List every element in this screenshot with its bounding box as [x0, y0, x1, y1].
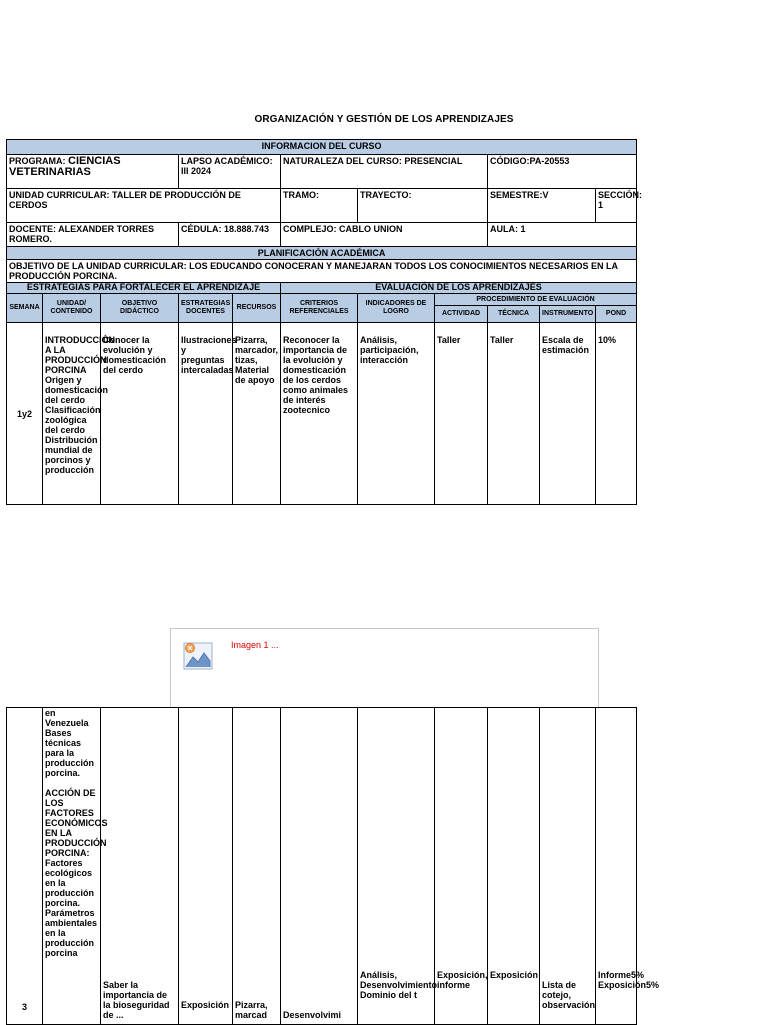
header-semana: SEMANA — [7, 294, 43, 323]
row3-pond: Informe5% Exposición5% — [596, 708, 637, 1025]
programa-value: CIENCIAS VETERINARIAS — [9, 155, 121, 178]
row3-objetivo: Saber la importancia de la bioseguridad de ... — [101, 708, 179, 1025]
row1-actividad: Taller — [435, 323, 488, 505]
planning-band: PLANIFICACIÓN ACADÉMICA — [7, 247, 637, 260]
row3-unidad: ACCIÓN DE LOS FACTORES ECONÓMICOS EN LA PRODUCCIÓN PORCINA: Factores ecológicos en la producción porcina. Parámetros ambientales en la producción porcina — [45, 788, 108, 958]
broken-image-icon — [181, 639, 215, 673]
semestre-cell: SEMESTRE:V — [488, 189, 596, 223]
row1-criterios: Reconocer la importancia de la evolución y domesticación de los cerdos como animales de interés zootecnico — [281, 323, 358, 505]
header-pond: POND — [596, 306, 637, 323]
row1-objetivo: Conocer la evolución y domesticación del cerdo — [101, 323, 179, 505]
header-indicadores: INDICADORES DE LOGRO — [358, 294, 435, 323]
row3-recursos: Pizarra, marcad — [233, 708, 281, 1025]
row3-semana: 3 — [7, 708, 43, 1025]
table-row — [7, 323, 637, 505]
row1-instrumento: Escala de estimación — [540, 323, 596, 505]
cedula-cell: CÉDULA: 18.888.743 — [179, 223, 281, 247]
row1-recursos: Pizarra, marcador, tizas, Material de apoyo — [233, 323, 281, 505]
header-instrumento: INSTRUMENTO — [540, 306, 596, 323]
estrategias-band: ESTRATEGIAS PARA FORTALECER EL APRENDIZAJE — [7, 283, 281, 294]
header-tecnica: TÉCNICA — [488, 306, 540, 323]
row3-criterios: Desenvolvimi — [281, 708, 358, 1025]
image-caption: Imagen 1 ... — [231, 640, 279, 650]
course-info-band: INFORMACION DEL CURSO — [7, 140, 637, 155]
aula-cell: AULA: 1 — [488, 223, 637, 247]
row1-unidad: INTRODUCCIÓN A LA PRODUCCIÓN PORCINA Origen y domesticación del cerdo Clasificación zoológica del cerdo Distribución mundial de porcinos y producción — [43, 323, 101, 505]
row3-estrategias: Exposición — [179, 708, 233, 1025]
unidad-curricular-cell: UNIDAD CURRICULAR: TALLER DE PRODUCCIÓN DE CERDOS — [7, 189, 281, 223]
row1-indicadores: Análisis, participación, interacción — [358, 323, 435, 505]
row1-estrategias: Ilustraciones y preguntas intercaladas — [179, 323, 233, 505]
row3-tecnica: Exposición — [488, 708, 540, 1025]
header-actividad: ACTIVIDAD — [435, 306, 488, 323]
course-planning-table-continued — [6, 707, 660, 1025]
document-title: ORGANIZACIÓN Y GESTIÓN DE LOS APRENDIZAJES — [254, 114, 514, 125]
header-estrategias: ESTRATEGIAS DOCENTES — [179, 294, 233, 323]
header-criterios: CRITERIOS REFERENCIALES — [281, 294, 358, 323]
seccion-cell: SECCIÓN: 1 — [596, 189, 637, 223]
lapso-cell: LAPSO ACADÉMICO: III 2024 — [179, 155, 281, 189]
complejo-cell: COMPLEJO: CABLO UNION — [281, 223, 488, 247]
row3-actividad: Exposición, informe — [435, 708, 488, 1025]
row3-instrumento: Lista de cotejo, observación — [540, 708, 596, 1025]
programa-cell — [7, 155, 179, 189]
evaluacion-band: EVALUACIÓN DE LOS APRENDIZAJES — [281, 283, 637, 294]
programa-label: PROGRAMA: — [9, 156, 68, 166]
row1-tecnica: Taller — [488, 323, 540, 505]
tramo-cell: TRAMO: — [281, 189, 358, 223]
image-placeholder — [170, 628, 599, 707]
trayecto-cell: TRAYECTO: — [358, 189, 488, 223]
row-cont-unidad: en Venezuela Bases técnicas para la producción porcina. — [45, 708, 94, 778]
objetivo-unidad-cell: OBJETIVO DE LA UNIDAD CURRICULAR: LOS EDUCANDO CONOCERAN Y MANEJARAN TODOS LOS CONOCIMIENTOS NECESARIOS EN LA PRODUCCIÓN PORCINA. — [7, 260, 637, 283]
header-unidad: UNIDAD/ CONTENIDO — [43, 294, 101, 323]
row3-indicadores: Análisis, Desenvolvimiento Dominio del t — [358, 708, 435, 1025]
table-row — [7, 708, 637, 1025]
codigo-cell: CÓDIGO:PA-20553 — [488, 155, 637, 189]
docente-cell: DOCENTE: ALEXANDER TORRES ROMERO. — [7, 223, 179, 247]
row1-pond: 10% — [596, 323, 637, 505]
course-planning-table — [6, 139, 643, 505]
row1-semana: 1y2 — [7, 323, 43, 505]
header-recursos: RECURSOS — [233, 294, 281, 323]
naturaleza-cell: NATURALEZA DEL CURSO: PRESENCIAL — [281, 155, 488, 189]
procedimiento-band: PROCEDIMIENTO DE EVALUACIÓN — [435, 294, 637, 306]
header-objetivo: OBJETIVO DIDÁCTICO — [101, 294, 179, 323]
